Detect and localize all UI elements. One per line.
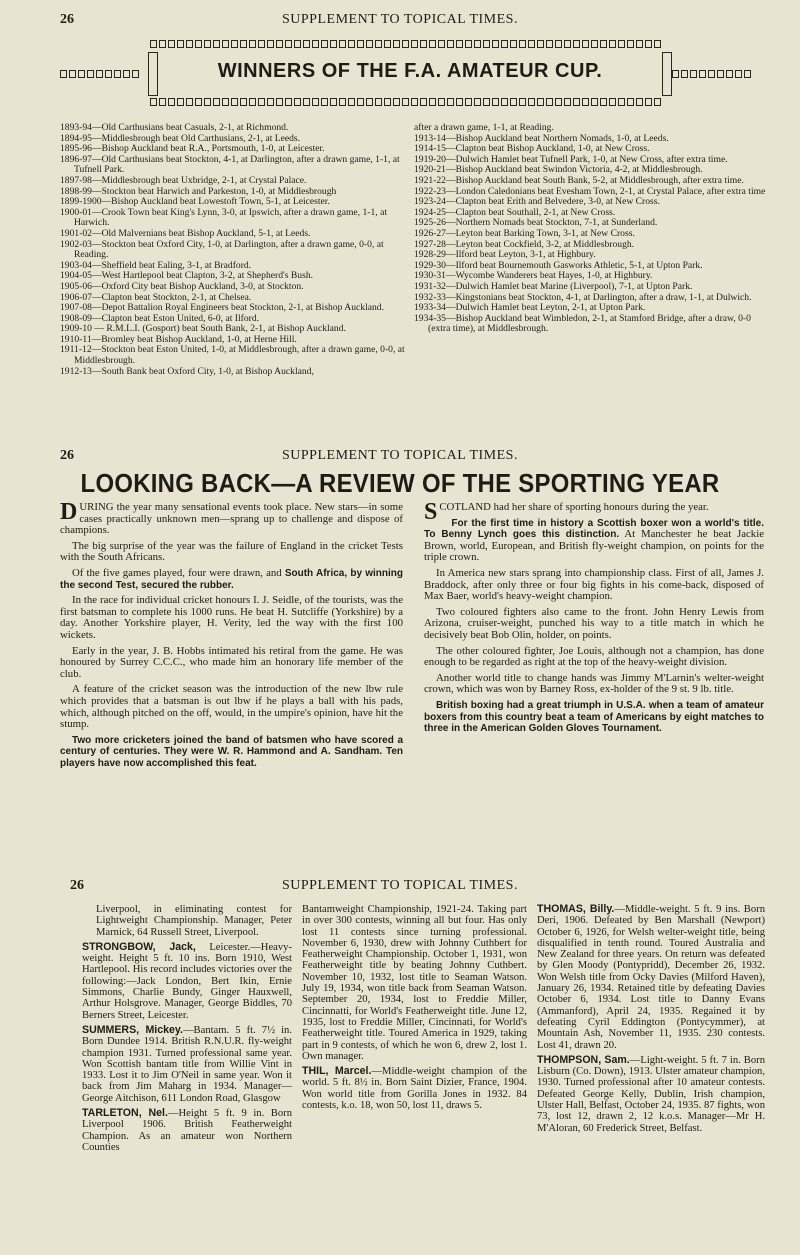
border-block <box>285 98 292 106</box>
border-block <box>186 40 193 48</box>
cup-winner-entry: 1930-31—Wycombe Wanderers beat Hayes, 1-0, at Highbury. <box>414 270 653 282</box>
border-block <box>348 98 355 106</box>
border-block <box>402 40 409 48</box>
bio-text: Leicester.—Heavy-weight. Height 5 ft. 10 ins. Born 1910, West Hartlepool. His record includes victories over the following:—Jack London, Bert Ikin, Ernie Simmons, Charlie Bundy, Ginger Hauxwell, Arthur Holsgrove. Manager, George Biddles, 70 Berners Street, Leicester. <box>82 941 292 1021</box>
review-right-column <box>424 499 764 739</box>
border-block <box>249 98 256 106</box>
border-block <box>483 98 490 106</box>
border-block <box>474 98 481 106</box>
bio-entry <box>82 1108 292 1153</box>
bio-right-column <box>537 904 765 1138</box>
cup-winner-entry: 1910-11—Bromley beat Bishop Auckland, 1-0, at Herne Hill. <box>60 333 297 345</box>
para-text: URING the year many sensational events took place. New stars—in some cases practically unknown men—sprang up to challenge and dispose of champions. <box>60 501 403 537</box>
border-block <box>528 98 535 106</box>
border-block <box>492 40 499 48</box>
border-block <box>348 40 355 48</box>
border-block <box>519 98 526 106</box>
border-block <box>510 98 517 106</box>
border-block <box>132 70 139 78</box>
border-block <box>546 98 553 106</box>
border-block <box>411 40 418 48</box>
border-block <box>564 98 571 106</box>
border-block <box>339 98 346 106</box>
border-block <box>240 40 247 48</box>
review-para: The other coloured fighter, Joe Louis, although not a champion, has done enough to be regarded as right at the top of the heavy-weight division. <box>424 644 764 669</box>
border-block <box>645 98 652 106</box>
border-block <box>564 40 571 48</box>
para-text: COTLAND had her share of sporting honours during the year. <box>439 501 709 513</box>
border-block <box>645 40 652 48</box>
border-block <box>465 98 472 106</box>
border-block <box>312 98 319 106</box>
border-block <box>420 40 427 48</box>
border-block <box>609 40 616 48</box>
page-number-3: 26 <box>70 878 84 893</box>
border-block <box>447 98 454 106</box>
border-block <box>123 70 130 78</box>
fa-cup-title: WINNERS OF THE F.A. AMATEUR CUP. <box>217 60 603 82</box>
border-block <box>69 70 76 78</box>
border-block <box>294 98 301 106</box>
cup-winner-entry: 1919-20—Dulwich Hamlet beat Tufnell Park, 1-0, at New Cross, after extra time. <box>414 153 728 165</box>
border-block <box>681 70 688 78</box>
border-block <box>555 40 562 48</box>
review-para <box>60 499 403 537</box>
cup-winner-entry: 1912-13—South Bank beat Oxford City, 1-0, at Bishop Auckland, <box>60 365 314 377</box>
border-block <box>204 98 211 106</box>
border-block <box>456 40 463 48</box>
border-block <box>438 40 445 48</box>
cup-winner-entry: 1903-04—Sheffield beat Ealing, 3-1, at Bradford. <box>60 259 252 271</box>
border-block <box>177 98 184 106</box>
cup-winner-entry: 1908-09—Clapton beat Eston United, 6-0, at Ilford. <box>60 312 260 324</box>
border-block <box>438 98 445 106</box>
border-block <box>366 40 373 48</box>
border-block <box>591 40 598 48</box>
cup-winner-entry: 1921-22—Bishop Auckland beat South Bank, 5-2, at Middlesbrough, after extra time. <box>414 174 744 186</box>
border-block <box>501 40 508 48</box>
border-block <box>78 70 85 78</box>
border-block <box>177 40 184 48</box>
cup-winner-entry: 1894-95—Middlesbrough beat Old Carthusians, 2-1, at Leeds. <box>60 132 301 144</box>
cup-winner-entry: 1901-02—Old Malvernians beat Bishop Auckland, 5-1, at Leeds. <box>60 227 311 239</box>
border-block <box>312 40 319 48</box>
cup-winner-entry: 1933-34—Dulwich Hamlet beat Leyton, 2-1, at Upton Park. <box>414 302 646 314</box>
border-block <box>492 98 499 106</box>
border-block <box>717 70 724 78</box>
fa-cup-list-left <box>60 123 405 377</box>
border-block <box>384 40 391 48</box>
border-block <box>456 98 463 106</box>
border-block <box>636 40 643 48</box>
border-block <box>393 98 400 106</box>
border-block <box>105 70 112 78</box>
border-block <box>168 40 175 48</box>
border-block <box>393 40 400 48</box>
cup-winner-entry: 1934-35—Bishop Auckland beat Wimbledon, 2-1, at Stamford Bridge, after a draw, 0-0 (extra time), at Middlesbrough. <box>414 312 751 335</box>
border-block <box>447 40 454 48</box>
border-block <box>60 70 67 78</box>
border-block <box>690 70 697 78</box>
review-para-bold: British boxing had a great triumph in U.S.A. when a team of amateur boxers from this country beat a team of Americans by eight matches to three in the American Golden Gloves Tournament. <box>424 699 764 735</box>
cup-winner-entry: 1899-1900—Bishop Auckland beat Lowestoft Town, 5-1, at Leicester. <box>60 196 330 208</box>
cup-winner-entry: 1914-15—Clapton beat Bishop Auckland, 1-0, at New Cross. <box>414 143 650 155</box>
fa-cup-list-right <box>414 123 766 335</box>
border-block <box>537 40 544 48</box>
border-block <box>303 98 310 106</box>
border-block <box>258 98 265 106</box>
banner-border-left <box>60 70 139 78</box>
border-block <box>240 98 247 106</box>
border-block <box>87 70 94 78</box>
border-block <box>339 40 346 48</box>
bio-text: —Middle-weight. 5 ft. 9 ins. Born Deri, 1906. Defeated by Ben Marshall (Newport) October 6, 1926, for Welsh welter-weight title, being disqualified in tenth round. Toured Australia and New Zealand for three years. On return was defeated by Glen Moody (Pontypridd), December 26, 1932. Won Welsh title from Ocky Davies (Milford Haven), January 26, 1934. Retained title by defeating Davies October 6, 1934. Lost title to Danny Evans (Ammanford), April 24, 1935. Regained it by defeating Cyril Eddington (Pontycymmer), at Mountain Ash, November 11, 1935. 230 contests. Lost 41, drawn 20. <box>537 904 765 1051</box>
review-left-column <box>60 499 403 773</box>
cup-winner-entry: 1906-07—Clapton beat Stockton, 2-1, at Chelsea. <box>60 291 252 303</box>
bio-entry <box>537 1055 765 1134</box>
border-block <box>672 70 679 78</box>
border-block <box>699 70 706 78</box>
border-block <box>384 98 391 106</box>
border-block <box>285 40 292 48</box>
review-para: Another world title to change hands was Jimmy M'Larnin's welter-weight crown, which was won by Barney Ross, ex-holder of the 9 st. 9 lb. title. <box>424 671 764 696</box>
para-bold: South Africa, by winning the second Test, secured the rubber. <box>60 567 403 591</box>
bio-continuation: Bantamweight Championship, 1921-24. Taking part in over 300 contests, winning all but four. Has only lost 11 contests since turning professional. November 6, 1930, drew with Johnny Cuthbert for Featherweight Championship. October 1, 1931, won Featherweight title by beating Johnny Cuthbert. November 10, 1932, lost title to Seaman Watson. July 19, 1934, won title back from Seaman Watson. September 20, 1934, lost to Freddie Miller, Cincinnatti, for World's Featherweight title. June 12, 1935, lost to Freddie Miller, Cincinnati, for World's Featherweight title. Toured America in 1929, taking part in 9 contests, of which he won 6, drew 2, lost 1. Own manager. <box>302 904 527 1062</box>
border-block <box>744 70 751 78</box>
cup-winner-entry: 1924-25—Clapton beat Southall, 2-1, at New Cross. <box>414 206 616 218</box>
page-number-2: 26 <box>60 448 74 463</box>
bio-middle-column <box>302 904 527 1115</box>
border-block <box>258 40 265 48</box>
border-block <box>159 98 166 106</box>
boxer-name: TARLETON, Nel. <box>82 1107 168 1120</box>
cup-winner-entry: 1902-03—Stockton beat Oxford City, 1-0, at Darlington, after a drawn game, 0-0, at Reading. <box>60 238 384 261</box>
border-block <box>429 40 436 48</box>
review-para <box>424 518 764 564</box>
border-block <box>501 98 508 106</box>
border-block <box>582 98 589 106</box>
border-block <box>546 40 553 48</box>
drop-cap: D <box>60 499 78 525</box>
border-block <box>294 40 301 48</box>
bio-entry <box>82 942 292 1021</box>
running-head-3: SUPPLEMENT TO TOPICAL TIMES. <box>282 878 518 893</box>
cup-winner-entry: 1895-96—Bishop Auckland beat R.A., Portsmouth, 1-0, at Leicester. <box>60 143 325 155</box>
para-text: Of the five games played, four were drawn, and <box>72 566 285 579</box>
cup-winner-entry: 1897-98—Middlesbrough beat Uxbridge, 2-1, at Crystal Palace. <box>60 174 307 186</box>
border-block <box>222 98 229 106</box>
cup-winner-entry: after a drawn game, 1-1, at Reading. <box>414 122 554 133</box>
border-block <box>591 98 598 106</box>
border-block <box>726 70 733 78</box>
cup-winner-entry: 1913-14—Bishop Auckland beat Northern Nomads, 1-0, at Leeds. <box>414 132 669 144</box>
border-block <box>375 98 382 106</box>
border-block <box>708 70 715 78</box>
border-block <box>150 98 157 106</box>
border-block <box>420 98 427 106</box>
border-block <box>411 98 418 106</box>
border-block <box>276 40 283 48</box>
border-block <box>168 98 175 106</box>
border-block <box>627 40 634 48</box>
border-block <box>600 40 607 48</box>
border-block <box>636 98 643 106</box>
cup-winner-entry: 1931-32—Dulwich Hamlet beat Marine (Liverpool), 7-1, at Upton Park. <box>414 280 693 292</box>
border-block <box>114 70 121 78</box>
banner-border-bottom <box>150 98 661 106</box>
review-title: LOOKING BACK—A REVIEW OF THE SPORTING YEAR <box>80 468 720 498</box>
border-block <box>96 70 103 78</box>
border-block <box>465 40 472 48</box>
bio-text: —Height 5 ft. 9 in. Born Liverpool 1906. British Featherweight Champion. As an amateur won Northern Counties <box>82 1108 292 1153</box>
cup-winner-entry: 1905-06—Oxford City beat Bishop Auckland, 3-0, at Stockton. <box>60 280 304 292</box>
cup-winner-entry: 1900-01—Crook Town beat King's Lynn, 3-0, at Ipswich, after a drawn game, 1-1, at Harwich. <box>60 206 387 229</box>
boxer-name: THOMAS, Billy. <box>537 903 615 915</box>
border-block <box>213 40 220 48</box>
border-block <box>231 98 238 106</box>
border-block <box>402 98 409 106</box>
border-block <box>222 40 229 48</box>
review-para: Two coloured fighters also came to the front. John Henry Lewis from Arizona, cruiser-weight, punched his way to a title match in which he decisively beat Bob Olin, holder, on points. <box>424 605 764 641</box>
border-block <box>510 40 517 48</box>
bio-text: —Light-weight. 5 ft. 7 in. Born Lisburn (Co. Down), 1913. Ulster amateur champion, 1930. Turned professional after 10 amateur contests. Defeated George Kelly, Dublin, Irish champion, Ulster Hall, Belfast, October 24, 1935. 87 fights, won 73, lost 12, drawn 2, 12 k.o.s. Manager—Mr H. M'Aloran, 60 Frederick Street, Belfast. <box>537 1054 765 1134</box>
border-block <box>429 98 436 106</box>
cup-winner-entry: 1896-97—Old Carthusians beat Stockton, 4-1, at Darlington, after a drawn game, 1-1, at Tufnell Park. <box>60 153 400 176</box>
banner-border-top <box>150 40 661 48</box>
review-para: A feature of the cricket season was the introduction of the new lbw rule which provides that a batsman is out lbw if he plays a ball with his pads, which, although pitched on the off, would, in the umpire's opinion, have hit the stump. <box>60 683 403 731</box>
boxer-name: SUMMERS, Mickey. <box>82 1023 183 1036</box>
border-block <box>735 70 742 78</box>
border-block <box>573 98 580 106</box>
cup-winner-entry: 1932-33—Kingstonians beat Stockton, 4-1, at Darlington, after a draw, 1-1, at Dulwich. <box>414 291 752 303</box>
border-block <box>618 98 625 106</box>
border-block <box>321 98 328 106</box>
border-block <box>537 98 544 106</box>
cup-winner-entry: 1898-99—Stockton beat Harwich and Parkeston, 1-0, at Middlesbrough <box>60 185 337 197</box>
bio-entry <box>302 1066 527 1111</box>
cup-winner-entry: 1929-30—Ilford beat Bournemouth Gasworks Athletic, 5-1, at Upton Park. <box>414 259 703 271</box>
review-para-bold: Two more cricketers joined the band of batsmen who have scored a century of centuries. They were W. R. Hammond and A. Sandham. Ten players have now accomplished this feat. <box>60 734 403 769</box>
border-block <box>267 98 274 106</box>
bio-left-column <box>82 904 292 1157</box>
cup-winner-entry: 1923-24—Clapton beat Erith and Belvedere, 3-0, at New Cross. <box>414 196 660 208</box>
boxer-name: STRONGBOW, Jack, <box>82 940 196 953</box>
border-block <box>627 98 634 106</box>
border-block <box>528 40 535 48</box>
border-block <box>330 40 337 48</box>
bio-entry <box>82 1025 292 1104</box>
bio-text: —Middle-weight champion of the world. 5 ft. 8½ in. Born Saint Dizier, France, 1904. Won world title from Gorilla Jones in 1932. 84 contests, k.o. 18, won 50, lost 11, draws 5. <box>302 1066 527 1112</box>
border-block <box>276 98 283 106</box>
para-bold: For the first time in history a Scottish boxer won a world's title. To Benny Lynch goes this distinction. <box>424 517 764 541</box>
review-para: In the race for individual cricket honours I. J. Seidle, of the tourists, was the first batsman to complete his 1000 runs. He beat H. Sutcliffe (Yorkshire) by a day. Another Yorkshire player, H. Verity, led the way with the first 100 wickets. <box>60 594 403 641</box>
cup-winner-entry: 1926-27—Leyton beat Barking Town, 3-1, at New Cross. <box>414 227 635 239</box>
cup-winner-entry: 1922-23—London Caledonians beat Evesham Town, 2-1, at Crystal Palace, after extra time <box>414 185 766 197</box>
border-block <box>555 98 562 106</box>
border-block <box>573 40 580 48</box>
border-block <box>600 98 607 106</box>
border-block <box>249 40 256 48</box>
border-block <box>303 40 310 48</box>
border-block <box>654 98 661 106</box>
bio-continuation: Liverpool, in eliminating contest for Lightweight Championship. Manager, Peter Marnick, 64 Russell Street, Liverpool. <box>96 904 292 938</box>
bio-entry <box>537 904 765 1051</box>
boxer-name: THOMPSON, Sam. <box>537 1053 630 1066</box>
cup-winner-entry: 1925-26—Northern Nomads beat Stockton, 7-1, at Sunderland. <box>414 217 658 229</box>
banner-border-right <box>672 70 751 78</box>
review-para: Early in the year, J. B. Hobbs intimated his retiral from the game. He was honoured by Surrey C.C.C., who made him an honorary life member of the club. <box>60 644 403 680</box>
boxer-name: THIL, Marcel. <box>302 1065 372 1078</box>
cup-winner-entry: 1928-29—Ilford beat Leyton, 3-1, at Highbury. <box>414 249 596 261</box>
border-block <box>582 40 589 48</box>
border-block <box>195 98 202 106</box>
cup-winner-entry: 1927-28—Leyton beat Cockfield, 3-2, at Middlesbrough. <box>414 238 635 250</box>
border-block <box>231 40 238 48</box>
page-number: 26 <box>60 12 74 27</box>
review-para <box>424 499 764 525</box>
border-block <box>519 40 526 48</box>
cup-winner-entry: 1920-21—Bishop Auckland beat Swindon Victoria, 4-2, at Middlesbrough. <box>414 164 703 176</box>
review-para: In America new stars sprang into championship class. First of all, James J. Braddock, after only three or four big fights in his come-back, disposed of Max Baer, world's heavy-weight champion. <box>424 566 764 603</box>
border-block <box>654 40 661 48</box>
border-block <box>213 98 220 106</box>
border-block <box>375 40 382 48</box>
running-head-2: SUPPLEMENT TO TOPICAL TIMES. <box>282 448 518 463</box>
border-block <box>357 98 364 106</box>
cup-winner-entry: 1907-08—Depot Battalion Royal Engineers beat Stockton, 2-1, at Bishop Auckland. <box>60 302 385 314</box>
border-block <box>357 40 364 48</box>
cup-winner-entry: 1909-10 — R.M.L.I. (Gosport) beat South Bank, 2-1, at Bishop Auckland. <box>60 323 346 335</box>
border-block <box>267 40 274 48</box>
cup-winner-entry: 1893-94—Old Carthusians beat Casuals, 2-1, at Richmond. <box>60 122 289 133</box>
border-block <box>186 98 193 106</box>
review-para: The big surprise of the year was the failure of England in the cricket Tests with the South Africans. <box>60 539 403 564</box>
border-block <box>474 40 481 48</box>
running-head: SUPPLEMENT TO TOPICAL TIMES. <box>282 12 518 27</box>
bio-text: —Bantam. 5 ft. 7½ in. Born Dundee 1914. British R.N.U.R. fly-weight champion 1931. Turned professional same year. Won Scottish bantam title from Willie Vint in 1933. Lost it to Jim O'Neil in same year. Won it back from Jim Maharg in 1934. Manager—George Aitchison, 611 London Road, Glasgow <box>82 1024 292 1104</box>
border-block <box>609 98 616 106</box>
review-para <box>60 568 403 591</box>
border-block <box>618 40 625 48</box>
cup-winner-entry: 1911-12—Stockton beat Eston United, 1-0, at Middlesbrough, after a drawn game, 0-0, at Middlesbrough. <box>60 344 405 367</box>
border-block <box>330 98 337 106</box>
drop-cap: S <box>424 499 438 525</box>
cup-winner-entry: 1904-05—West Hartlepool beat Clapton, 3-2, at Shepherd's Bush. <box>60 270 314 282</box>
border-block <box>366 98 373 106</box>
border-block <box>150 40 157 48</box>
border-block <box>321 40 328 48</box>
border-block <box>159 40 166 48</box>
border-block <box>195 40 202 48</box>
border-block <box>204 40 211 48</box>
para-text: At Manchester he beat Jackie Brown, world, European, and British fly-weight champion, on points for the triple crown. <box>424 528 764 564</box>
border-block <box>483 40 490 48</box>
